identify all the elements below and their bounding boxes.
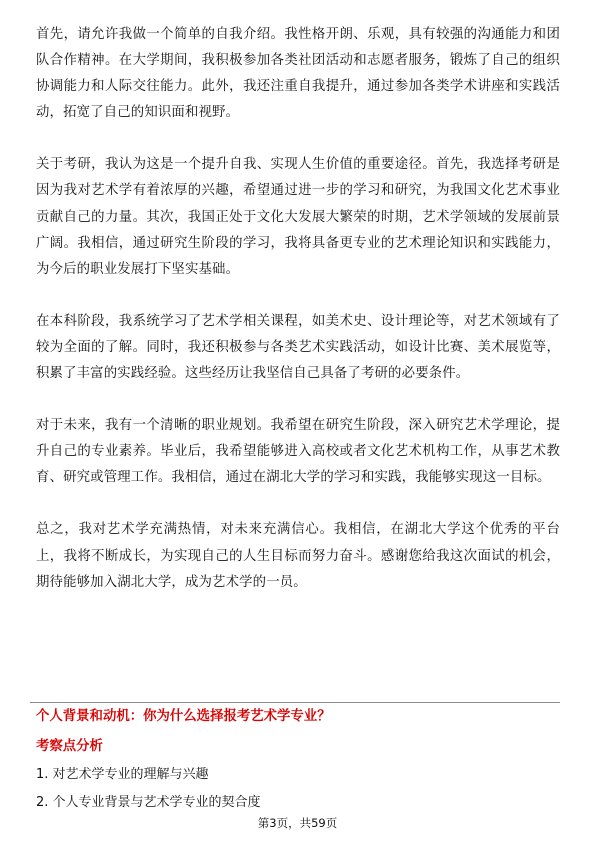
paragraph-spacer <box>36 491 560 517</box>
answer-body <box>36 22 560 596</box>
paragraph-self-introduction: 首先，请允许我做一个简单的自我介绍。我性格开朗、乐观，具有较强的沟通能力和团队合作精神。在大学期间，我积极参加各类社团活动和志愿者服务，锻炼了自己的组织协调能力和人际交往能力。此外，我还注重自我提升，通过参加各类学术讲座和实践活动，拓宽了自己的知识面和视野。 <box>36 27 560 121</box>
paragraph-career-plan: 对于未来，我有一个清晰的职业规划。我希望在研究生阶段，深入研究艺术学理论，提升自己的专业素养。毕业后，我希望能够进入高校或者文化艺术机构工作，从事艺术教育、研究或管理工作。我相信，通过在湖北大学的学习和实践，我能够实现这一目标。 <box>36 418 560 486</box>
page-number-footer: 第3页，共59页 <box>257 816 338 830</box>
paragraph-undergraduate: 在本科阶段，我系统学习了艺术学相关课程，如美术史、设计理论等，对艺术领域有了较为全面的了解。同时，我还积极参与各类艺术实践活动，如设计比赛、美术展览等，积累了丰富的实践经验。这些经历让我坚信自己具备了考研的必要条件。 <box>36 313 560 382</box>
analysis-points-list <box>36 761 261 817</box>
paragraph-spacer <box>36 387 560 413</box>
paragraph-spacer <box>36 283 560 309</box>
paragraph-motivation: 关于考研，我认为这是一个提升自我、实现人生价值的重要途径。首先，我选择考研是因为我对艺术学有着浓厚的兴趣，希望通过进一步的学习和研究，为我国文化艺术事业贡献自己的力量。其次，我国正处于文化大发展大繁荣的时期，艺术学领域的发展前景广阔。我相信，通过研究生阶段的学习，我将具备更专业的艺术理论知识和实践能力，为今后的职业发展打下坚实基础。 <box>36 157 560 277</box>
list-item: 1. 对艺术学专业的理解与兴趣 <box>36 767 209 782</box>
interview-question: 个人背景和动机：你为什么选择报考艺术学专业？ <box>36 709 331 724</box>
analysis-heading: 考察点分析 <box>36 739 103 754</box>
paragraph-conclusion: 总之，我对艺术学充满热情，对未来充满信心。我相信，在湖北大学这个优秀的平台上，我将不断成长，为实现自己的人生目标而努力奋斗。感谢您给我这次面试的机会，期待能够加入湖北大学，成为艺术学的一员。 <box>36 522 560 590</box>
paragraph-spacer <box>36 126 560 152</box>
list-item: 2. 个人专业背景与艺术学专业的契合度 <box>36 795 261 810</box>
section-divider <box>30 702 560 703</box>
